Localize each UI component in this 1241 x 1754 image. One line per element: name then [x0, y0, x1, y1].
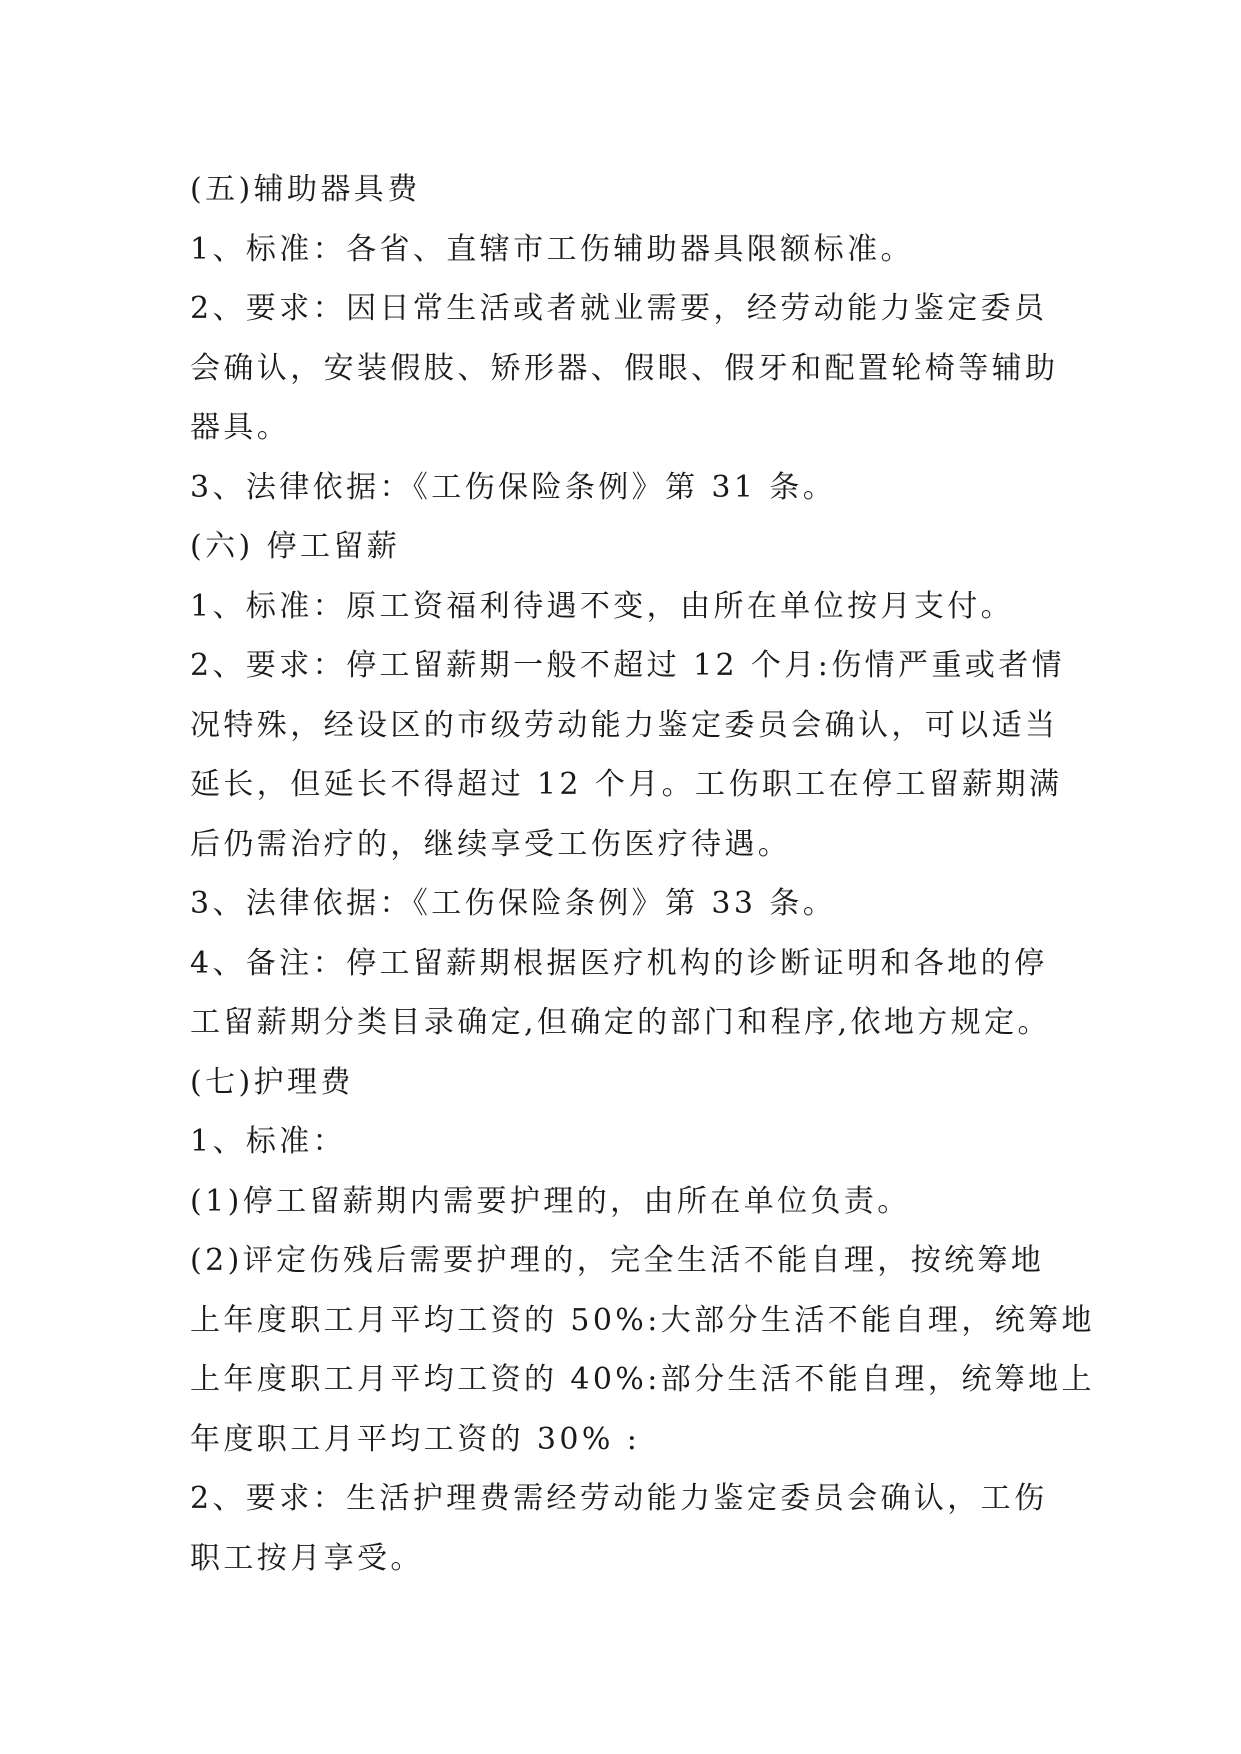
- paragraph-line: 延长，但延长不得超过 12 个月。工伤职工在停工留薪期满: [190, 767, 1063, 802]
- paragraph-line: 会确认，安装假肢、矫形器、假眼、假牙和配置轮椅等辅助: [190, 350, 1059, 386]
- paragraph-line: 上年度职工月平均工资的 40%:部分生活不能自理，统筹地上: [190, 1362, 1095, 1397]
- paragraph-line: 器具。: [190, 410, 291, 445]
- paragraph-line: 1、标准：: [190, 1124, 347, 1159]
- paragraph-line: 3、法律依据：《工伤保险条例》第 33 条。: [190, 886, 837, 921]
- section-heading-nursing-fee: (七)护理费: [190, 1064, 354, 1100]
- paragraph-line: (2)评定伤残后需要护理的，完全生活不能自理，按统筹地: [190, 1243, 1045, 1278]
- paragraph-line: 2、要求：生活护理费需经劳动能力鉴定委员会确认，工伤: [190, 1481, 1048, 1516]
- paragraph-line: 1、标准：原工资福利待遇不变，由所在单位按月支付。: [190, 588, 1015, 624]
- section-heading-assistive-devices: (五)辅助器具费: [190, 172, 421, 207]
- paragraph-line: 1、标准：各省、直辖市工伤辅助器具限额标准。: [190, 231, 914, 267]
- paragraph-line: 上年度职工月平均工资的 50%:大部分生活不能自理，统筹地: [190, 1302, 1095, 1338]
- paragraph-line: 3、法律依据：《工伤保险条例》第 31 条。: [190, 469, 837, 505]
- document-body: [190, 160, 1095, 1588]
- paragraph-line: 2、要求：因日常生活或者就业需要，经劳动能力鉴定委员: [190, 291, 1048, 326]
- paragraph-line: (1)停工留薪期内需要护理的，由所在单位负责。: [190, 1183, 911, 1219]
- paragraph-line: 2、要求：停工留薪期一般不超过 12 个月:伤情严重或者情: [190, 648, 1066, 683]
- paragraph-line: 况特殊，经设区的市级劳动能力鉴定委员会确认，可以适当: [190, 707, 1059, 743]
- paragraph-line: 工留薪期分类目录确定,但确定的部门和程序,依地方规定。: [190, 1005, 1051, 1040]
- paragraph-line: 4、备注：停工留薪期根据医疗机构的诊断证明和各地的停: [190, 945, 1048, 981]
- paragraph-line: 年度职工月平均工资的 30% :: [190, 1421, 641, 1457]
- paragraph-line: 职工按月享受。: [190, 1540, 424, 1576]
- section-heading-paid-leave: (六) 停工留薪: [190, 529, 401, 564]
- paragraph-line: 后仍需治疗的，继续享受工伤医疗待遇。: [190, 826, 792, 862]
